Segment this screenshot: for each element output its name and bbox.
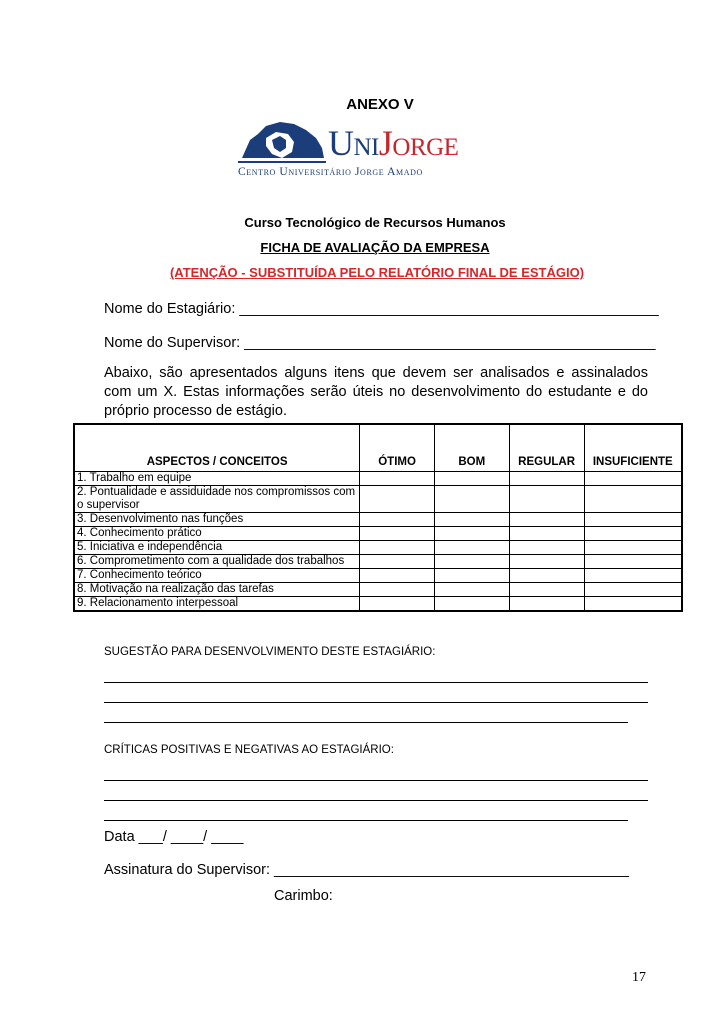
- rating-cell[interactable]: [360, 541, 435, 555]
- rating-cell[interactable]: [509, 513, 584, 527]
- course-heading: Curso Tecnológico de Recursos Humanos: [244, 215, 506, 230]
- rating-cell[interactable]: [509, 555, 584, 569]
- logo-wordmark: UniJorge: [328, 123, 459, 163]
- header-insuficiente: INSUFICIENTE: [584, 424, 682, 472]
- rating-cell[interactable]: [584, 472, 682, 486]
- rating-cell[interactable]: [509, 583, 584, 597]
- header-regular: REGULAR: [509, 424, 584, 472]
- aspect-label: 8. Motivação na realização das tarefas: [74, 583, 360, 597]
- rating-cell[interactable]: [584, 555, 682, 569]
- rating-cell[interactable]: [509, 569, 584, 583]
- supervisor-name-field[interactable]: Nome do Supervisor: ___________________________________________________: [104, 335, 656, 351]
- rating-cell[interactable]: [434, 597, 509, 612]
- intro-paragraph: Abaixo, são apresentados alguns itens que devem ser analisados e assinalados com um X. Estas informações serão úteis no desenvolvimento do estudante e do próprio processo de estágio.: [104, 365, 648, 419]
- rating-cell[interactable]: [584, 486, 682, 513]
- annex-title: ANEXO V: [346, 96, 414, 113]
- rating-cell[interactable]: [509, 472, 584, 486]
- rating-cell[interactable]: [434, 569, 509, 583]
- table-row: [74, 527, 682, 541]
- rating-cell[interactable]: [434, 583, 509, 597]
- header-otimo: ÓTIMO: [360, 424, 435, 472]
- table-row: [74, 541, 682, 555]
- rating-cell[interactable]: [360, 555, 435, 569]
- aspect-label: 2. Pontualidade e assiduidade nos compromissos com o supervisor: [74, 486, 360, 513]
- supervisor-signature-field[interactable]: Assinatura do Supervisor: ____________________________________________: [104, 862, 629, 878]
- rating-cell[interactable]: [509, 541, 584, 555]
- rating-cell[interactable]: [584, 569, 682, 583]
- form-title: FICHA DE AVALIAÇÃO DA EMPRESA: [260, 240, 490, 255]
- suggestion-label: SUGESTÃO PARA DESENVOLVIMENTO DESTE ESTAGIÁRIO:: [104, 646, 436, 658]
- rating-cell[interactable]: [584, 541, 682, 555]
- aspect-label: 1. Trabalho em equipe: [74, 472, 360, 486]
- rating-cell[interactable]: [509, 486, 584, 513]
- rating-cell[interactable]: [584, 597, 682, 612]
- aspect-label: 5. Iniciativa e independência: [74, 541, 360, 555]
- suggestion-line[interactable]: [104, 722, 628, 723]
- rating-cell[interactable]: [360, 583, 435, 597]
- aspect-label: 6. Comprometimento com a qualidade dos trabalhos: [74, 555, 360, 569]
- criticism-line[interactable]: [104, 820, 628, 821]
- suggestion-line[interactable]: [104, 702, 648, 703]
- evaluation-table: [73, 423, 683, 612]
- rating-cell[interactable]: [434, 555, 509, 569]
- rating-cell[interactable]: [509, 597, 584, 612]
- rating-cell[interactable]: [434, 472, 509, 486]
- rating-cell[interactable]: [360, 527, 435, 541]
- aspect-label: 9. Relacionamento interpessoal: [74, 597, 360, 612]
- rating-cell[interactable]: [434, 513, 509, 527]
- table-row: [74, 555, 682, 569]
- criticism-line[interactable]: [104, 780, 648, 781]
- unijorge-logo: [236, 118, 504, 182]
- aspect-label: 7. Conhecimento teórico: [74, 569, 360, 583]
- criticism-line[interactable]: [104, 800, 648, 801]
- rating-cell[interactable]: [360, 513, 435, 527]
- table-row: [74, 486, 682, 513]
- aspect-label: 4. Conhecimento prático: [74, 527, 360, 541]
- rating-cell[interactable]: [360, 569, 435, 583]
- page-number: 17: [632, 970, 646, 985]
- rating-cell[interactable]: [584, 527, 682, 541]
- rating-cell[interactable]: [434, 541, 509, 555]
- stamp-label: Carimbo:: [274, 888, 333, 904]
- intern-name-field[interactable]: Nome do Estagiário: ____________________________________________________: [104, 301, 659, 317]
- table-row: [74, 513, 682, 527]
- rating-cell[interactable]: [360, 486, 435, 513]
- logo-subtitle: Centro Universitário Jorge Amado: [238, 166, 423, 178]
- founder-portrait-icon: [236, 118, 328, 164]
- suggestion-line[interactable]: [104, 682, 648, 683]
- rating-cell[interactable]: [434, 486, 509, 513]
- rating-cell[interactable]: [509, 527, 584, 541]
- rating-cell[interactable]: [360, 597, 435, 612]
- rating-cell[interactable]: [584, 583, 682, 597]
- rating-cell[interactable]: [360, 472, 435, 486]
- criticism-label: CRÍTICAS POSITIVAS E NEGATIVAS AO ESTAGIÁRIO:: [104, 744, 394, 756]
- table-header-row: [74, 424, 682, 472]
- table-row: [74, 583, 682, 597]
- attention-note: (ATENÇÃO - SUBSTITUÍDA PELO RELATÓRIO FINAL DE ESTÁGIO): [169, 265, 585, 280]
- rating-cell[interactable]: [434, 527, 509, 541]
- header-bom: BOM: [434, 424, 509, 472]
- table-row: [74, 472, 682, 486]
- table-row: [74, 597, 682, 612]
- header-aspects: ASPECTOS / CONCEITOS: [74, 424, 360, 472]
- date-field[interactable]: Data ___/ ____/ ____: [104, 829, 244, 845]
- aspect-label: 3. Desenvolvimento nas funções: [74, 513, 360, 527]
- rating-cell[interactable]: [584, 513, 682, 527]
- table-row: [74, 569, 682, 583]
